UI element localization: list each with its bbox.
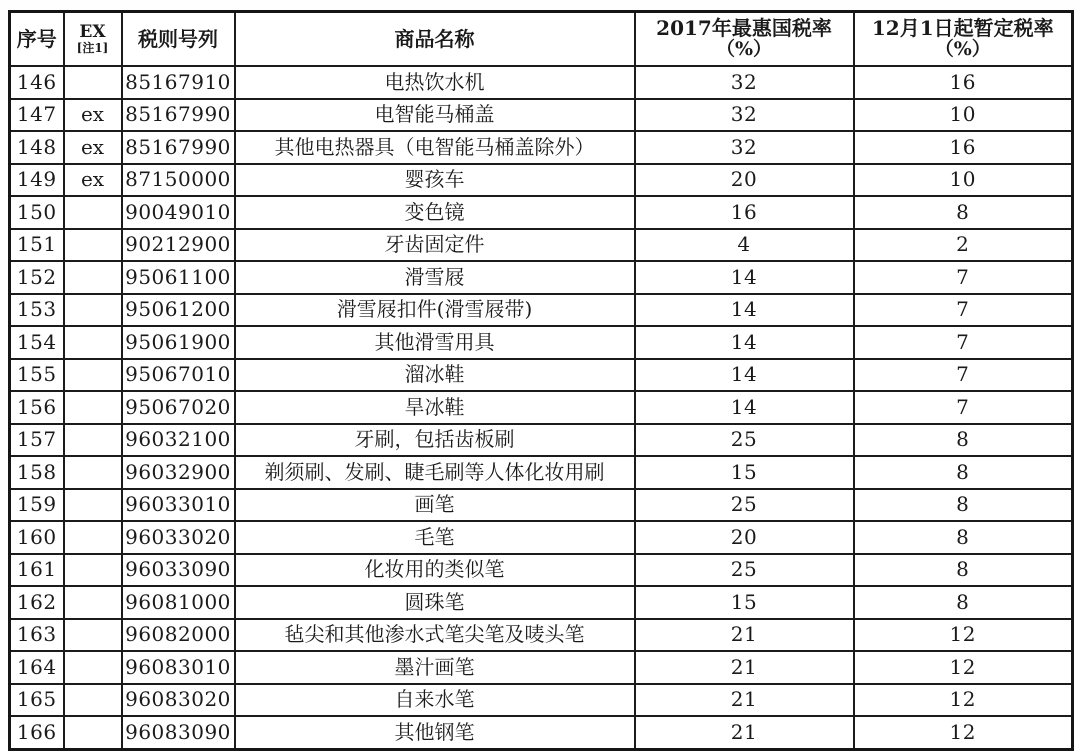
cell-serial-number: 158 xyxy=(10,456,64,489)
cell-serial-number: 147 xyxy=(10,99,64,132)
cell-tariff-code: 90212900 xyxy=(122,229,235,262)
cell-tariff-code: 96033010 xyxy=(122,489,235,522)
cell-product-name: 化妆用的类似笔 xyxy=(235,554,635,587)
cell-ex-flag xyxy=(64,229,122,262)
table-header xyxy=(10,12,1073,67)
cell-provisional-rate: 8 xyxy=(854,586,1073,619)
cell-provisional-rate: 2 xyxy=(854,229,1073,262)
cell-product-name: 电智能马桶盖 xyxy=(235,99,635,132)
table-row xyxy=(10,131,1073,164)
table-row xyxy=(10,424,1073,457)
cell-ex-flag xyxy=(64,554,122,587)
cell-product-name: 电热饮水机 xyxy=(235,66,635,99)
header-provisional-rate xyxy=(854,12,1073,67)
header-serial-number xyxy=(10,12,64,67)
header-tariff-code-label: 税则号列 xyxy=(138,26,218,51)
table-row xyxy=(10,489,1073,522)
cell-product-name: 其他滑雪用具 xyxy=(235,326,635,359)
cell-tariff-code: 95067020 xyxy=(122,391,235,424)
cell-mfn-rate: 32 xyxy=(635,99,854,132)
table-row xyxy=(10,651,1073,684)
cell-serial-number: 165 xyxy=(10,684,64,717)
cell-product-name: 溜冰鞋 xyxy=(235,359,635,392)
cell-tariff-code: 95061900 xyxy=(122,326,235,359)
table-body xyxy=(10,66,1073,749)
cell-provisional-rate: 8 xyxy=(854,424,1073,457)
header-mfn-rate-unit: （%） xyxy=(715,38,773,61)
cell-product-name: 毡尖和其他渗水式笔尖笔及唛头笔 xyxy=(235,619,635,652)
cell-serial-number: 150 xyxy=(10,196,64,229)
cell-tariff-code: 85167990 xyxy=(122,99,235,132)
cell-ex-flag xyxy=(64,66,122,99)
table-row xyxy=(10,586,1073,619)
cell-serial-number: 154 xyxy=(10,326,64,359)
cell-serial-number: 159 xyxy=(10,489,64,522)
cell-mfn-rate: 15 xyxy=(635,456,854,489)
cell-mfn-rate: 25 xyxy=(635,424,854,457)
cell-tariff-code: 87150000 xyxy=(122,164,235,197)
header-serial-label: 序号 xyxy=(16,26,57,51)
cell-mfn-rate: 21 xyxy=(635,619,854,652)
cell-tariff-code: 96081000 xyxy=(122,586,235,619)
cell-product-name: 墨汁画笔 xyxy=(235,651,635,684)
header-tariff-code xyxy=(122,12,235,67)
cell-product-name: 其他电热器具（电智能马桶盖除外） xyxy=(235,131,635,164)
cell-tariff-code: 96032100 xyxy=(122,424,235,457)
cell-ex-flag xyxy=(64,684,122,717)
cell-tariff-code: 96083010 xyxy=(122,651,235,684)
header-product-name-label: 商品名称 xyxy=(394,26,475,51)
cell-ex-flag xyxy=(64,586,122,619)
cell-provisional-rate: 8 xyxy=(854,489,1073,522)
cell-tariff-code: 96033020 xyxy=(122,521,235,554)
cell-ex-flag xyxy=(64,261,122,294)
table-row xyxy=(10,229,1073,262)
cell-tariff-code: 85167910 xyxy=(122,66,235,99)
table-row xyxy=(10,359,1073,392)
cell-ex-flag xyxy=(64,359,122,392)
cell-serial-number: 155 xyxy=(10,359,64,392)
cell-ex-flag xyxy=(64,521,122,554)
cell-product-name: 其他钢笔 xyxy=(235,716,635,749)
cell-ex-flag xyxy=(64,294,122,327)
cell-serial-number: 156 xyxy=(10,391,64,424)
table-row xyxy=(10,554,1073,587)
cell-mfn-rate: 20 xyxy=(635,164,854,197)
cell-product-name: 滑雪屐扣件(滑雪屐带) xyxy=(235,294,635,327)
table-row xyxy=(10,716,1073,749)
cell-tariff-code: 95067010 xyxy=(122,359,235,392)
table-row xyxy=(10,164,1073,197)
table-row xyxy=(10,684,1073,717)
cell-serial-number: 166 xyxy=(10,716,64,749)
cell-provisional-rate: 16 xyxy=(854,131,1073,164)
cell-mfn-rate: 14 xyxy=(635,391,854,424)
cell-ex-flag: ex xyxy=(64,99,122,132)
cell-mfn-rate: 15 xyxy=(635,586,854,619)
cell-provisional-rate: 8 xyxy=(854,521,1073,554)
header-product-name xyxy=(235,12,635,67)
cell-product-name: 画笔 xyxy=(235,489,635,522)
cell-provisional-rate: 10 xyxy=(854,164,1073,197)
cell-serial-number: 161 xyxy=(10,554,64,587)
cell-tariff-code: 96033090 xyxy=(122,554,235,587)
cell-product-name: 自来水笔 xyxy=(235,684,635,717)
cell-serial-number: 148 xyxy=(10,131,64,164)
cell-serial-number: 146 xyxy=(10,66,64,99)
header-provisional-rate-label: 12月1日起暂定税率 xyxy=(871,16,1054,41)
table-row xyxy=(10,326,1073,359)
header-row xyxy=(10,12,1073,67)
cell-provisional-rate: 8 xyxy=(854,456,1073,489)
cell-tariff-code: 96082000 xyxy=(122,619,235,652)
cell-mfn-rate: 4 xyxy=(635,229,854,262)
cell-product-name: 牙齿固定件 xyxy=(235,229,635,262)
header-mfn-rate xyxy=(635,12,854,67)
cell-provisional-rate: 12 xyxy=(854,619,1073,652)
cell-ex-flag xyxy=(64,651,122,684)
cell-mfn-rate: 14 xyxy=(635,261,854,294)
cell-provisional-rate: 7 xyxy=(854,294,1073,327)
cell-ex-flag xyxy=(64,391,122,424)
cell-tariff-code: 95061100 xyxy=(122,261,235,294)
cell-mfn-rate: 14 xyxy=(635,294,854,327)
cell-ex-flag xyxy=(64,196,122,229)
cell-mfn-rate: 21 xyxy=(635,684,854,717)
cell-provisional-rate: 7 xyxy=(854,261,1073,294)
cell-ex-flag xyxy=(64,489,122,522)
cell-serial-number: 163 xyxy=(10,619,64,652)
table-row xyxy=(10,391,1073,424)
cell-tariff-code: 96083090 xyxy=(122,716,235,749)
cell-product-name: 滑雪屐 xyxy=(235,261,635,294)
cell-provisional-rate: 16 xyxy=(854,66,1073,99)
table-row xyxy=(10,521,1073,554)
cell-provisional-rate: 12 xyxy=(854,684,1073,717)
header-ex-flag xyxy=(64,12,122,67)
cell-serial-number: 153 xyxy=(10,294,64,327)
cell-ex-flag xyxy=(64,456,122,489)
cell-serial-number: 149 xyxy=(10,164,64,197)
cell-provisional-rate: 12 xyxy=(854,651,1073,684)
table-row xyxy=(10,456,1073,489)
cell-provisional-rate: 7 xyxy=(854,359,1073,392)
cell-mfn-rate: 14 xyxy=(635,326,854,359)
cell-mfn-rate: 14 xyxy=(635,359,854,392)
cell-provisional-rate: 8 xyxy=(854,554,1073,587)
cell-mfn-rate: 21 xyxy=(635,716,854,749)
cell-tariff-code: 95061200 xyxy=(122,294,235,327)
cell-mfn-rate: 25 xyxy=(635,489,854,522)
cell-provisional-rate: 10 xyxy=(854,99,1073,132)
cell-mfn-rate: 21 xyxy=(635,651,854,684)
cell-serial-number: 157 xyxy=(10,424,64,457)
cell-ex-flag: ex xyxy=(64,131,122,164)
cell-tariff-code: 96083020 xyxy=(122,684,235,717)
cell-tariff-code: 85167990 xyxy=(122,131,235,164)
cell-serial-number: 164 xyxy=(10,651,64,684)
cell-serial-number: 160 xyxy=(10,521,64,554)
cell-provisional-rate: 8 xyxy=(854,196,1073,229)
cell-mfn-rate: 32 xyxy=(635,131,854,164)
cell-product-name: 旱冰鞋 xyxy=(235,391,635,424)
cell-provisional-rate: 7 xyxy=(854,326,1073,359)
cell-ex-flag xyxy=(64,619,122,652)
cell-serial-number: 152 xyxy=(10,261,64,294)
table-row xyxy=(10,619,1073,652)
cell-product-name: 变色镜 xyxy=(235,196,635,229)
header-mfn-rate-label: 2017年最惠国税率 xyxy=(656,16,832,41)
cell-ex-flag xyxy=(64,424,122,457)
cell-mfn-rate: 25 xyxy=(635,554,854,587)
table-row xyxy=(10,196,1073,229)
cell-provisional-rate: 7 xyxy=(854,391,1073,424)
cell-serial-number: 151 xyxy=(10,229,64,262)
cell-ex-flag xyxy=(64,326,122,359)
tariff-rate-table xyxy=(8,10,1074,751)
cell-product-name: 剃须刷、发刷、睫毛刷等人体化妆用刷 xyxy=(235,456,635,489)
cell-serial-number: 162 xyxy=(10,586,64,619)
table-row xyxy=(10,261,1073,294)
cell-tariff-code: 90049010 xyxy=(122,196,235,229)
cell-product-name: 毛笔 xyxy=(235,521,635,554)
cell-product-name: 牙刷，包括齿板刷 xyxy=(235,424,635,457)
cell-mfn-rate: 16 xyxy=(635,196,854,229)
cell-product-name: 圆珠笔 xyxy=(235,586,635,619)
header-provisional-rate-unit: （%） xyxy=(934,38,991,61)
cell-mfn-rate: 32 xyxy=(635,66,854,99)
header-ex-label: EX xyxy=(79,21,106,42)
table-row xyxy=(10,66,1073,99)
cell-ex-flag xyxy=(64,716,122,749)
cell-product-name: 婴孩车 xyxy=(235,164,635,197)
cell-provisional-rate: 12 xyxy=(854,716,1073,749)
table-row xyxy=(10,99,1073,132)
table-row xyxy=(10,294,1073,327)
cell-ex-flag: ex xyxy=(64,164,122,197)
cell-mfn-rate: 20 xyxy=(635,521,854,554)
header-ex-note: [注1] xyxy=(76,40,109,55)
cell-tariff-code: 96032900 xyxy=(122,456,235,489)
